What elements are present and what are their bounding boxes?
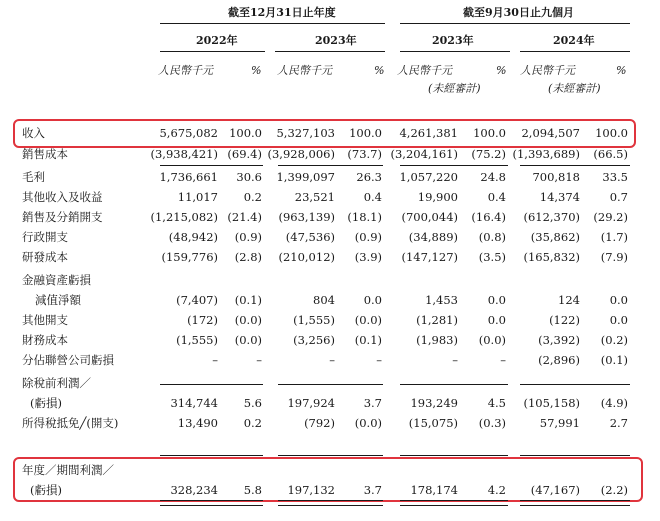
amount-cell: (48,942) (168, 230, 218, 244)
percent-cell: (29.2) (593, 210, 628, 224)
amount-cell: 11,017 (177, 190, 218, 204)
row-label: 財務成本 (22, 333, 68, 347)
period-fy-header: 截至12月31日止年度 (228, 6, 336, 19)
amount-cell: (612,370) (523, 210, 580, 224)
percent-cell: 0.0 (609, 293, 628, 307)
amount-cell: (3,392) (538, 333, 580, 347)
percent-cell: 0.0 (487, 313, 506, 327)
percent-cell: 26.3 (356, 170, 382, 184)
percent-cell: 4.2 (487, 483, 506, 497)
amount-cell: 14,374 (539, 190, 580, 204)
unaudited-note: (未經審計) (548, 82, 601, 95)
percent-cell: 100.0 (595, 126, 628, 140)
percent-cell: – (500, 353, 506, 367)
row-label: 其他收入及收益 (22, 190, 103, 204)
year-header: 2023年 (315, 34, 357, 47)
row-label: 銷售成本 (22, 147, 68, 161)
percent-cell: (0.1) (354, 333, 382, 347)
year-header: 2023年 (432, 34, 474, 47)
percent-cell: 0.0 (609, 313, 628, 327)
amount-cell: 328,234 (170, 483, 218, 497)
percent-cell: 0.0 (487, 293, 506, 307)
row-label: 毛利 (22, 170, 45, 184)
percent-cell: 100.0 (349, 126, 382, 140)
amount-cell: 197,924 (287, 396, 335, 410)
percent-cell: 0.2 (243, 190, 262, 204)
percent-cell: (0.8) (478, 230, 506, 244)
amount-cell: (147,127) (401, 250, 458, 264)
amount-cell: (700,044) (401, 210, 458, 224)
percent-cell: (16.4) (471, 210, 506, 224)
percent-cell: (69.4) (227, 147, 262, 161)
percent-cell: (0.0) (478, 333, 506, 347)
percent-cell: (2.2) (600, 483, 628, 497)
amount-cell: – (329, 353, 335, 367)
unit-amount: 人民幣千元 (277, 64, 332, 77)
unit-amount: 人民幣千元 (158, 64, 213, 77)
amount-cell: 193,249 (410, 396, 458, 410)
row-label: (虧損) (30, 396, 62, 410)
row-label: 其他開支 (22, 313, 68, 327)
amount-cell: 804 (313, 293, 335, 307)
amount-cell: 178,174 (410, 483, 458, 497)
amount-cell: 1,453 (425, 293, 458, 307)
amount-cell: 23,521 (294, 190, 335, 204)
percent-cell: – (376, 353, 382, 367)
row-label: 金融資產虧損 (22, 273, 91, 287)
amount-cell: 1,736,661 (159, 170, 218, 184)
unit-pct: % (496, 64, 507, 77)
amount-cell: 57,991 (539, 416, 580, 430)
percent-cell: 33.5 (602, 170, 628, 184)
amount-cell: 5,675,082 (159, 126, 218, 140)
amount-cell: 2,094,507 (521, 126, 580, 140)
amount-cell: 124 (558, 293, 580, 307)
amount-cell: (165,832) (523, 250, 580, 264)
amount-cell: (1,281) (416, 313, 458, 327)
row-label: 所得稅抵免╱(開支) (22, 416, 119, 430)
percent-cell: (0.0) (234, 313, 262, 327)
amount-cell: 4,261,381 (399, 126, 458, 140)
percent-cell: 5.6 (243, 396, 262, 410)
amount-cell: (3,256) (293, 333, 335, 347)
row-label: 收入 (22, 126, 45, 140)
percent-cell: (2.8) (234, 250, 262, 264)
percent-cell: 0.2 (243, 416, 262, 430)
year-rule (520, 51, 630, 52)
amount-cell: (1,393,689) (512, 147, 580, 161)
year-header: 2024年 (553, 34, 595, 47)
row-label: 行政開支 (22, 230, 68, 244)
amount-cell: (1,215,082) (150, 210, 218, 224)
row-label: 除稅前利潤／ (22, 376, 91, 390)
unit-pct: % (374, 64, 385, 77)
percent-cell: 24.8 (480, 170, 506, 184)
percent-cell: 0.4 (363, 190, 382, 204)
percent-cell: (0.3) (478, 416, 506, 430)
unit-pct: % (616, 64, 627, 77)
amount-cell: (2,896) (538, 353, 580, 367)
percent-cell: (21.4) (227, 210, 262, 224)
amount-cell: 13,490 (177, 416, 218, 430)
percent-cell: 3.7 (363, 483, 382, 497)
amount-cell: 314,744 (170, 396, 218, 410)
percent-cell: (4.9) (600, 396, 628, 410)
percent-cell: 0.4 (487, 190, 506, 204)
amount-cell: (47,167) (530, 483, 580, 497)
row-label: (虧損) (30, 483, 62, 497)
percent-cell: (0.9) (234, 230, 262, 244)
percent-cell: 100.0 (473, 126, 506, 140)
amount-cell: 700,818 (532, 170, 580, 184)
amount-cell: 1,399,097 (276, 170, 335, 184)
percent-cell: 5.8 (243, 483, 262, 497)
percent-cell: (7.9) (600, 250, 628, 264)
percent-cell: 0.7 (609, 190, 628, 204)
amount-cell: – (212, 353, 218, 367)
percent-cell: (0.1) (600, 353, 628, 367)
percent-cell: (75.2) (471, 147, 506, 161)
year-rule (275, 51, 385, 52)
percent-cell: (3.5) (478, 250, 506, 264)
percent-cell: 0.0 (363, 293, 382, 307)
amount-cell: (159,776) (161, 250, 218, 264)
row-label: 年度／期間利潤／ (22, 463, 114, 477)
percent-cell: 4.5 (487, 396, 506, 410)
amount-cell: 19,900 (417, 190, 458, 204)
unit-pct: % (251, 64, 262, 77)
amount-cell: (792) (304, 416, 335, 430)
amount-cell: (1,555) (176, 333, 218, 347)
amount-cell: (122) (549, 313, 580, 327)
percent-cell: (0.1) (234, 293, 262, 307)
percent-cell: (0.9) (354, 230, 382, 244)
row-label: 銷售及分銷開支 (22, 210, 103, 224)
unaudited-note: (未經審計) (428, 82, 481, 95)
amount-cell: (1,983) (416, 333, 458, 347)
percent-cell: 30.6 (236, 170, 262, 184)
amount-cell: (1,555) (293, 313, 335, 327)
amount-cell: (35,862) (530, 230, 580, 244)
year-header: 2022年 (196, 34, 238, 47)
header-rule (400, 23, 630, 24)
percent-cell: – (256, 353, 262, 367)
amount-cell: (34,889) (408, 230, 458, 244)
amount-cell: 1,057,220 (399, 170, 458, 184)
percent-cell: 3.7 (363, 396, 382, 410)
row-label: 分佔聯營公司虧損 (22, 353, 114, 367)
percent-cell: (3.9) (354, 250, 382, 264)
unit-amount: 人民幣千元 (397, 64, 452, 77)
amount-cell: 197,132 (287, 483, 335, 497)
amount-cell: – (452, 353, 458, 367)
row-label: 減值淨額 (35, 293, 81, 307)
percent-cell: (18.1) (347, 210, 382, 224)
amount-cell: (3,938,421) (150, 147, 218, 161)
unit-amount: 人民幣千元 (520, 64, 575, 77)
amount-cell: (172) (187, 313, 218, 327)
amount-cell: (105,158) (523, 396, 580, 410)
header-rule (160, 23, 385, 24)
year-rule (400, 51, 510, 52)
year-rule (160, 51, 265, 52)
percent-cell: (0.0) (354, 416, 382, 430)
amount-cell: (210,012) (278, 250, 335, 264)
percent-cell: (0.2) (600, 333, 628, 347)
amount-cell: (47,536) (285, 230, 335, 244)
row-label: 研發成本 (22, 250, 68, 264)
percent-cell: 100.0 (229, 126, 262, 140)
amount-cell: (7,407) (176, 293, 218, 307)
percent-cell: (73.7) (347, 147, 382, 161)
percent-cell: (1.7) (600, 230, 628, 244)
amount-cell: (963,139) (278, 210, 335, 224)
amount-cell: 5,327,103 (276, 126, 335, 140)
amount-cell: (3,204,161) (390, 147, 458, 161)
percent-cell: (0.0) (354, 313, 382, 327)
period-9m-header: 截至9月30日止九個月 (463, 6, 574, 19)
amount-cell: (15,075) (408, 416, 458, 430)
percent-cell: 2.7 (609, 416, 628, 430)
percent-cell: (66.5) (593, 147, 628, 161)
amount-cell: (3,928,006) (267, 147, 335, 161)
percent-cell: (0.0) (234, 333, 262, 347)
